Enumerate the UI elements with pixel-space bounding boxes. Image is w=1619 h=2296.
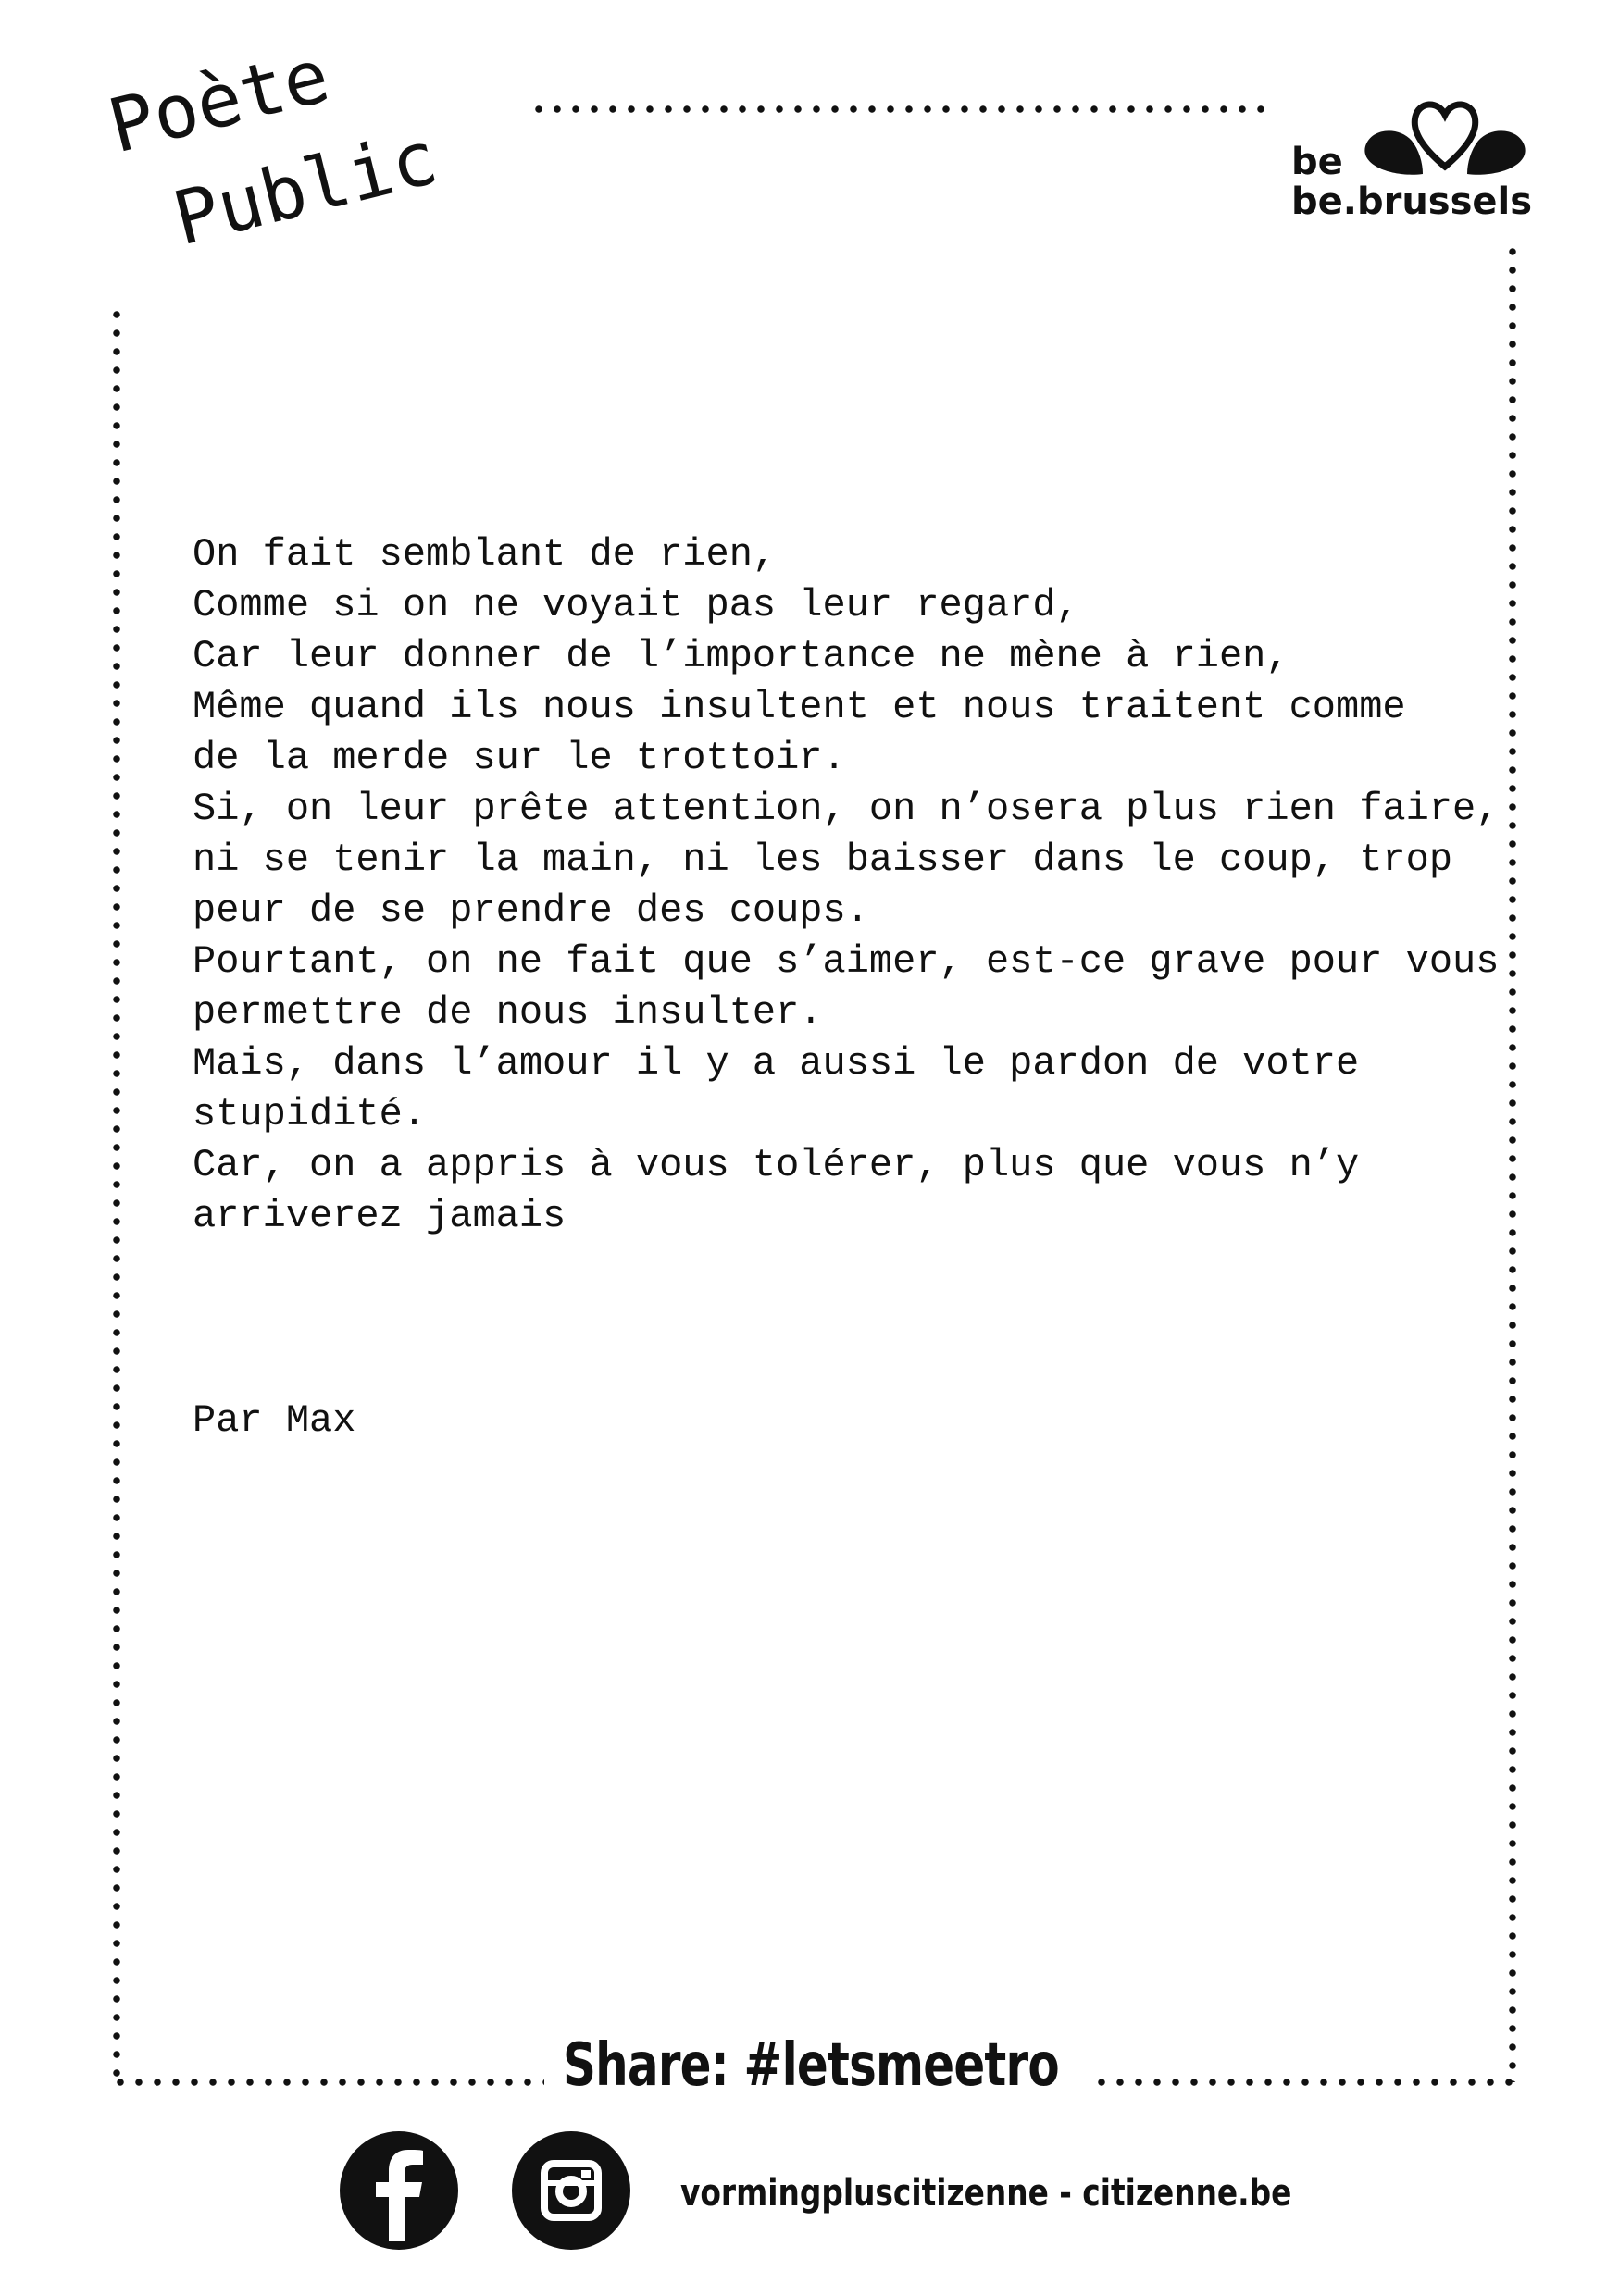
facebook-icon[interactable] bbox=[339, 2130, 459, 2251]
partner-small-label: be bbox=[1291, 141, 1343, 183]
frame-left-dots bbox=[111, 305, 122, 2082]
partner-name: be.brussels bbox=[1291, 180, 1533, 223]
poem-line: Comme si on ne voyait pas leur regard, bbox=[193, 583, 1079, 627]
poem-text bbox=[193, 529, 1500, 1242]
poem-line: permettre de nous insulter. bbox=[193, 990, 823, 1035]
poem-line: Pourtant, on ne fait que s’aimer, est-ce grave pour vous bbox=[193, 939, 1500, 984]
poem-line: On fait semblant de rien, bbox=[193, 532, 777, 577]
poem-line: Car leur donner de l’importance ne mène à rien, bbox=[193, 634, 1289, 678]
website-link[interactable]: vormingpluscitizenne - citizenne.be bbox=[680, 2172, 1292, 2215]
frame-top-dots bbox=[529, 104, 1270, 115]
poem-author: Par Max bbox=[193, 1398, 356, 1443]
frame-bottom-left-dots bbox=[111, 2077, 544, 2088]
instagram-icon[interactable] bbox=[511, 2130, 631, 2251]
logo-line-1: Poète bbox=[100, 31, 338, 170]
be-brussels-logo bbox=[1291, 93, 1532, 231]
share-hashtag: Share: #letsmeetro bbox=[563, 2031, 1059, 2100]
poem-line: Mais, dans l’amour il y a aussi le pardon de votre bbox=[193, 1041, 1360, 1086]
poem-line: peur de se prendre des coups. bbox=[193, 888, 869, 933]
poem-line: Si, on leur prête attention, on n’osera plus rien faire, bbox=[193, 787, 1500, 831]
brussels-heart-icon bbox=[1358, 93, 1534, 180]
frame-right-dots bbox=[1507, 242, 1518, 2082]
poem-line: arriverez jamais bbox=[193, 1194, 567, 1238]
frame-bottom-right-dots bbox=[1092, 2077, 1518, 2088]
poem-line: de la merde sur le trottoir. bbox=[193, 736, 846, 780]
poem-line: ni se tenir la main, ni les baisser dans le coup, trop bbox=[193, 838, 1453, 882]
poem-line: stupidité. bbox=[193, 1092, 427, 1136]
poem-line: Même quand ils nous insultent et nous traitent comme bbox=[193, 685, 1406, 729]
poem-line: Car, on a appris à vous tolérer, plus que vous n’y bbox=[193, 1143, 1360, 1187]
logo-line-2: Public bbox=[165, 114, 446, 263]
